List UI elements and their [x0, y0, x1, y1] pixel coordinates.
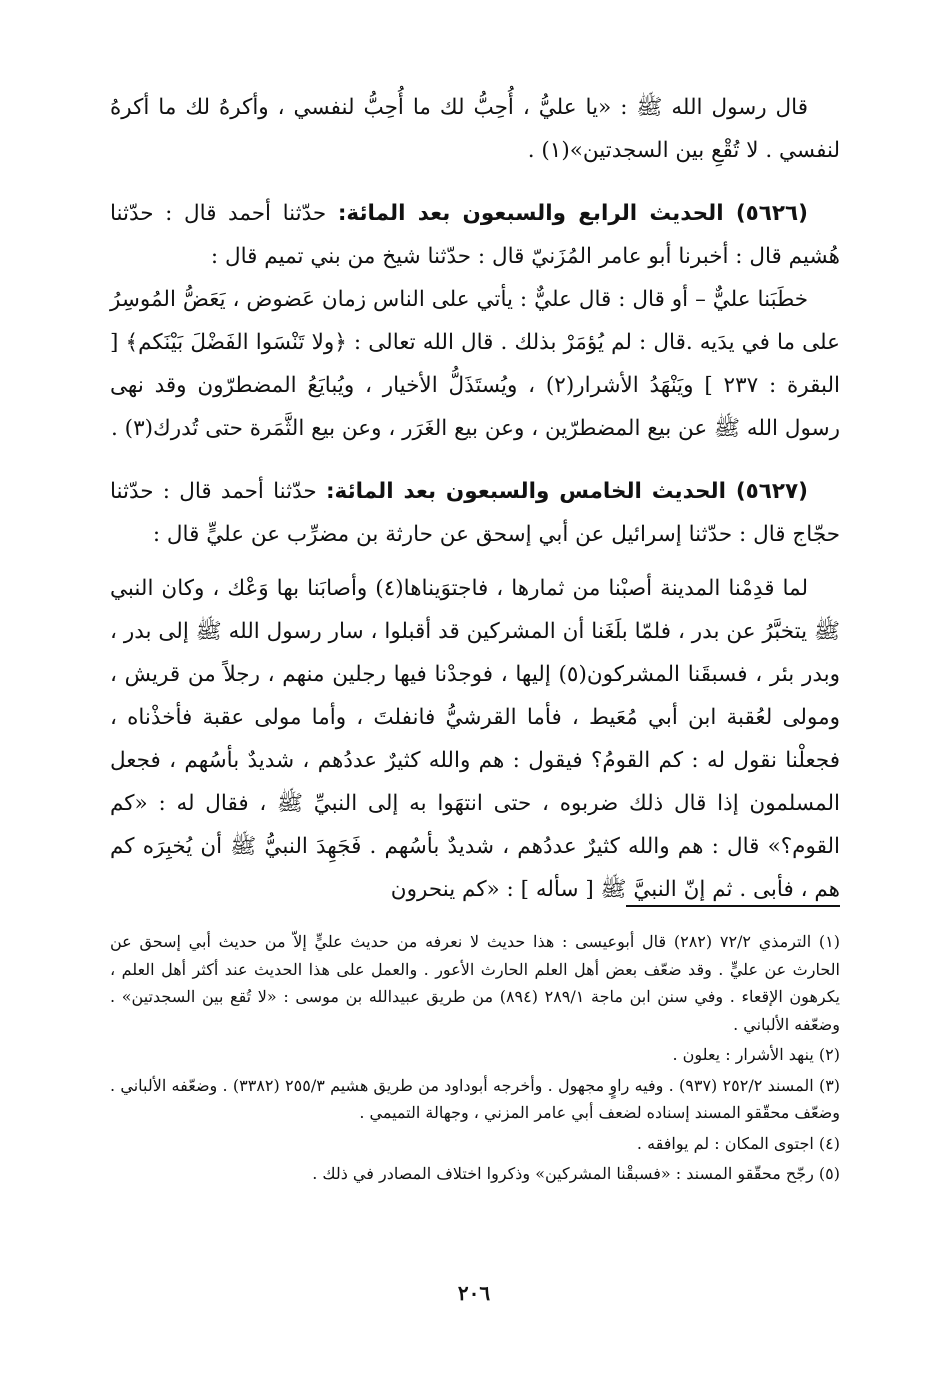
footnote-text: المسند ٢٥٢/٢ (٩٣٧) . وفيه راوٍ مجهول . وأخرجه أبوداود من طريق هشيم ٢٥٥/٣ (٣٣٨٢) . وضعّفه الألباني . وضعّف محقّقو المسند إسناده لضعف أبي عامر المزني ، وجهالة التميمي . — [110, 1075, 840, 1122]
footnote-4 — [110, 1130, 840, 1158]
hadith-heading: (٥٦٢٦) الحديث الرابع والسبعون بعد المائة: — [337, 201, 808, 226]
footnote-2 — [110, 1041, 840, 1069]
paragraph-text: قال رسول الله ﷺ : «يا عليُّ ، أُحِبُّ لك ما أُحِبُّ لنفسي ، وأكرهُ لك ما أكرهُ لنفسي . لا تُقْعِ بين السجدتين»(١) . — [110, 95, 840, 163]
hadith-heading: (٥٦٢٧) الحديث الخامس والسبعون بعد المائة: — [325, 479, 808, 504]
paragraph-text: خطَبَنا عليٌّ – أو قال : قال عليٌّ : يأتي على الناس زمان عَضوض ، يَعَضُّ المُوسِرُ على ما في يدَيه .قال : لم يُؤمَرْ بذلك . قال الله تعالى : ﴿ولا تَنْسَوا الفَضْلَ بَيْنَكم﴾ [ البقرة : ٢٣٧ ] ويَنْهَدُ الأشرار(٢) ، ويُستَذَلُّ الأخيار ، ويُبايَعُ المضطرّون وقد نهى رسول الله ﷺ عن بيع المضطرّين ، وعن بيع الغَرَر ، وعن بيع الثَّمَرة حتى تُدرك(٣) . — [110, 287, 840, 441]
paragraph-text: لما قدِمْنا المدينة أصبْنا من ثمارها ، فاجتوَيناها(٤) وأصابَنا بها وَعْك ، وكان النبي ﷺ يتخبَّرُ عن بدر ، فلمّا بلَغَنا أن المشركين قد أقبلوا ، سار رسول الله ﷺ إلى بدر ، وبدر بئر ، فسبقَنا المشركون(٥) إليها ، فوجدْنا فيها رجلين منهم ، رجلاً من قريش ، ومولى لعُقبة ابن أبي مُعَيط ، فأما القرشيُّ فانفلتَ ، وأما مولى عقبة فأخذْناه ، فجعلْنا نقول له : كم القومُ؟ فيقول : هم والله كثيرٌ عددُهم ، شديدٌ بأسُهم ، فجعل المسلمون إذا قال ذلك ضربوه ، حتى انتهَوا به إلى النبيِّ ﷺ ، فقال له : «كم القوم؟» قال : هم والله كثيرٌ عددُهم ، شديدٌ بأسُهم . فَجَهِدَ النبيُّ ﷺ أن يُخبِرَه كم هم ، فأبى . ثم إنّ النبيَّ ﷺ [ سأله ] : «كم ينحرون — [110, 576, 840, 902]
footnote-1 — [110, 928, 840, 1038]
isnad-text: حدّثنا أحمد قال : حدّثنا هُشيم قال : أخبرنا أبو عامر المُزَنيّ قال : حدّثنا شيخ من بني تميم قال : — [110, 201, 840, 269]
paragraph-hadith-5627-body — [110, 567, 840, 911]
footnote-text: رجّح محقّقو المسند : «فسبقْنا المشركين» وذكروا اختلاف المصادر في ذلك . — [312, 1164, 814, 1183]
page-number: ٢٠٦ — [457, 1281, 491, 1305]
footnote-number: (٤) — [818, 1133, 840, 1153]
footnote-separator — [626, 905, 840, 907]
footnote-text: الترمذي ٧٢/٢ (٢٨٢) قال أبوعيسى : هذا حديث لا نعرفه من حديث عليٍّ إلاّ من حديث أبي إسحق عن الحارث عن عليٍّ . وقد ضعّف بعض أهل العلم الحارث الأعور . والعمل على هذا الحديث عند أكثر أهل العلم ، يكرهون الإقعاء . وفي سنن ابن ماجة ٢٨٩/١ (٨٩٤) من طريق عبيدالله بن موسى : «لا تُقع بين السجدتين» . وضعّفه الألباني . — [110, 932, 840, 1034]
paragraph-hadith-5627-heading — [110, 470, 840, 556]
footnote-number: (٣) — [818, 1075, 841, 1095]
footnote-5 — [110, 1160, 840, 1188]
footnote-number: (٢) — [818, 1045, 840, 1064]
footnote-number: (٥) — [818, 1164, 840, 1183]
paragraph-prophet-saying — [110, 86, 840, 172]
paragraph-hadith-5626-heading — [110, 192, 840, 278]
footnote-text: اجتوى المكان : لم يوافقه . — [636, 1133, 814, 1153]
footnote-text: ينهد الأشرار : يعلون . — [672, 1045, 814, 1064]
paragraph-hadith-5626-body — [110, 278, 840, 450]
footnote-3 — [110, 1072, 840, 1127]
footnotes — [110, 928, 840, 1191]
footnote-number: (١) — [818, 932, 841, 951]
isnad-text: حدّثنا أحمد قال : حدّثنا حجّاج قال : حدّثنا إسرائيل عن أبي إسحق عن حارثة بن مضرِّب عن عليٍّ قال : — [110, 479, 840, 547]
